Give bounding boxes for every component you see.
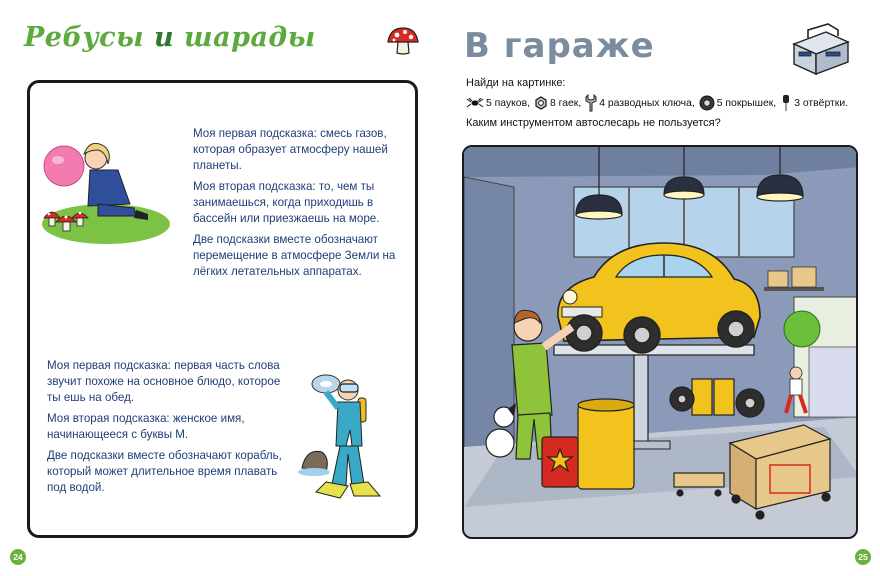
find-item-tires <box>699 95 776 111</box>
garage-scene-illustration <box>462 145 858 539</box>
title-word-rebusy: Ребусы <box>24 22 145 53</box>
spiders-count: 5 пауков, <box>486 97 530 109</box>
find-item-wrenches <box>585 94 695 112</box>
riddle2-hint1: Моя первая подсказка: первая часть слова звучит похоже на основное блюдо, которое ты ешь на обед. <box>47 359 281 404</box>
left-page-title <box>24 22 316 53</box>
find-item-nuts <box>534 96 581 110</box>
page-number-right: 25 <box>855 549 871 565</box>
riddle2-together: Две подсказки вместе обозначают корабль, который может длительное время плавать под водой. <box>47 449 282 494</box>
find-item-spiders <box>466 98 530 109</box>
riddle-two <box>47 358 287 501</box>
garage-scene-drawing <box>464 147 858 539</box>
screwdriver-icon <box>780 94 792 112</box>
screwdrivers-count: 3 отвёртки. <box>794 97 849 109</box>
wrenches-count: 4 разводных ключа, <box>599 97 695 109</box>
garage-question: Каким инструментом автослесарь не пользуется? <box>466 117 721 129</box>
find-item-screwdrivers <box>780 94 848 112</box>
find-task-label: Найди на картинке: <box>466 77 566 89</box>
riddle-one <box>193 126 408 285</box>
title-word-and: и <box>153 22 175 53</box>
title-word-sharady: шарады <box>184 22 316 53</box>
diver-illustration <box>296 368 412 504</box>
page-number-left: 24 <box>10 549 26 565</box>
tires-count: 5 покрышек, <box>716 97 777 109</box>
spider-icon <box>466 98 484 108</box>
riddle1-hint1: Моя первая подсказка: смесь газов, которая образует атмосферу нашей планеты. <box>193 127 388 172</box>
nut-icon <box>534 96 548 110</box>
riddle1-hint2: Моя вторая подсказка: то, чем ты занимаешься, когда приходишь в бассейн или приезжаешь на море. <box>193 180 380 225</box>
mushroom-icon <box>386 26 420 56</box>
nuts-count: 8 гаек, <box>550 97 582 109</box>
find-items-row <box>466 94 864 112</box>
right-page-title: В гараже <box>464 26 655 66</box>
riddle2-hint2: Моя вторая подсказка: женское имя, начинающееся с буквы М. <box>47 412 245 441</box>
toolbox-icon <box>786 22 856 80</box>
girl-bubblegum-illustration <box>38 132 170 246</box>
wrench-icon <box>585 94 597 112</box>
riddle1-together: Две подсказки вместе обозначают перемещение в атмосфере Земли на лёгких летательных аппаратах. <box>193 233 396 278</box>
tire-icon <box>699 95 715 111</box>
